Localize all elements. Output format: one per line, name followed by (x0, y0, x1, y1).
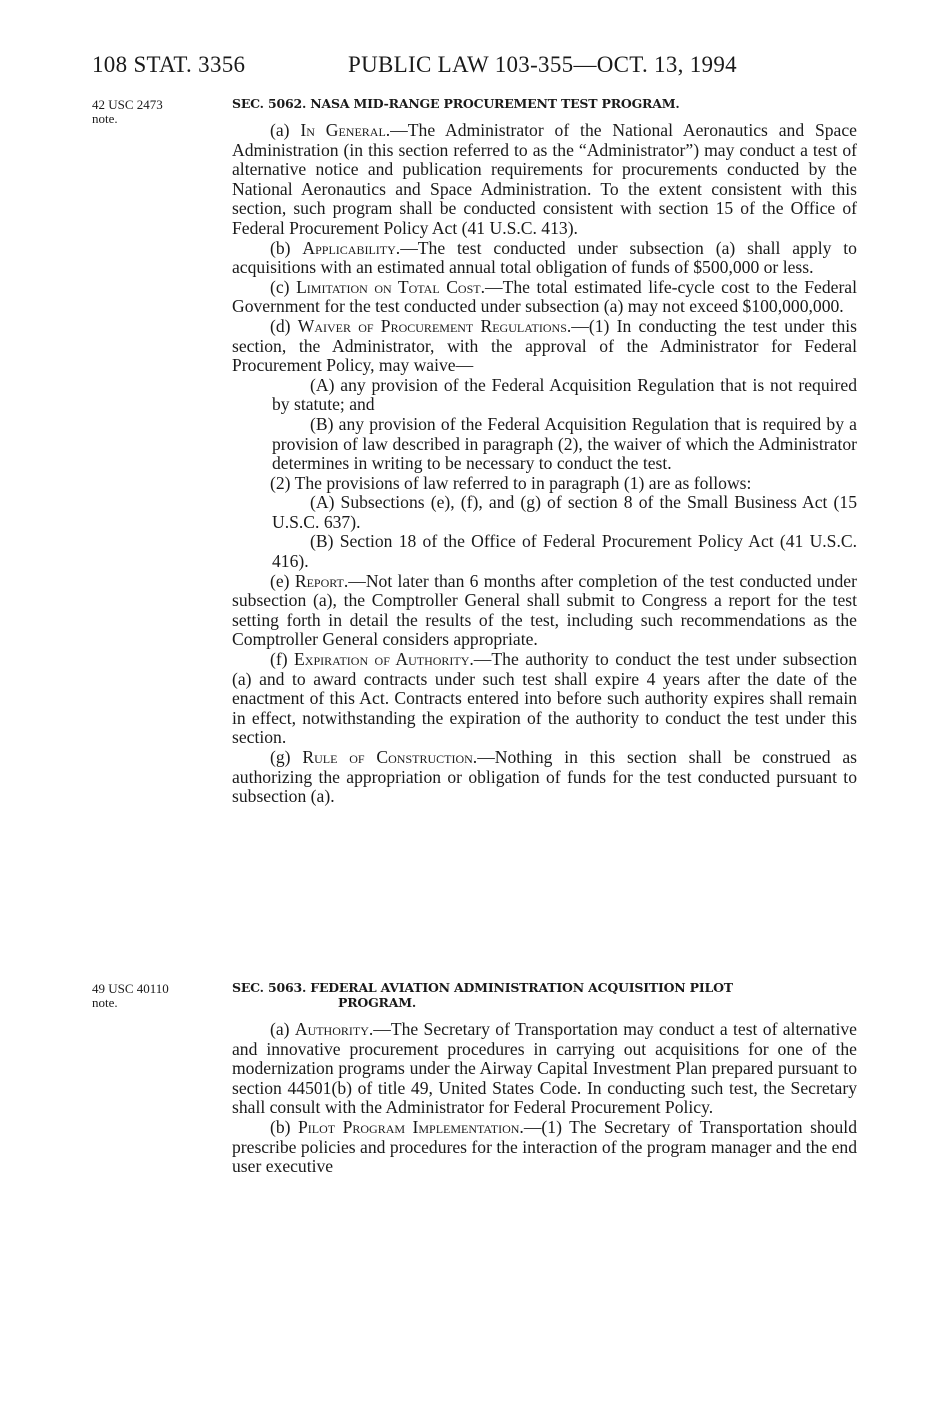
subsection-b (232, 1118, 857, 1177)
subsection-title: Report (294, 570, 344, 591)
subsection-text: .—(1) In conducting the test under this section, the Administrator, with the approval of the Administrator for Federal Procurement Policy, may waive— (232, 315, 857, 376)
subsection-label: (d) (270, 315, 298, 336)
margin-note-citation: 42 USC 2473 (92, 97, 163, 112)
subsection-title: Pilot Program Implementation (298, 1116, 520, 1137)
subsection-title: Applicability (302, 237, 396, 258)
subsection-label: (b) (270, 1116, 298, 1137)
margin-note-citation: 49 USC 40110 (92, 981, 169, 996)
subsection-label: (e) (270, 570, 295, 591)
subsection-text: .—(1) The Secretary of Transportation should prescribe policies and procedures for the interaction of the program manager and the end user executive (232, 1116, 857, 1177)
subsection-text: .—The test conducted under subsection (a) shall apply to acquisitions with an estimated annual total obligation of funds of $500,000 or less. (232, 237, 857, 278)
subsection-label: (f) (270, 649, 295, 670)
section-heading-line2: PROGRAM. (338, 995, 417, 1010)
subsection-text: .—The Administrator of the National Aeronautics and Space Administration (in this section referred to as the “Administrator”) may conduct a test of alternative notice and publication requirements for procurements conducted by the National Aeronautics and Space Administration. To the extent consistent with this section, such program shall be conducted consistent with section 15 of the Office of Federal Procurement Policy Act (41 U.S.C. 413). (232, 120, 857, 238)
margin-note-suffix: note. (92, 995, 118, 1010)
margin-note-sec5063 (92, 982, 222, 1010)
subsection-c (232, 278, 857, 317)
statute-page-ref: 108 STAT. 3356 (92, 52, 246, 77)
section-5062 (232, 96, 857, 807)
subsection-text: .—The Secretary of Transportation may conduct a test of alternative and innovative procurement procedures in carrying out acquisitions for one of the modernization programs under the Airway Capital Investment Plan prepared pursuant to section 44501(b) of title 49, United States Code. In conducting such test, the Secretary shall consult with the Administrator for Federal Procurement Policy. (232, 1019, 857, 1118)
subsection-title: Expiration of Authority (294, 649, 470, 670)
public-law-ref: PUBLIC LAW 103-355—OCT. 13, 1994 (348, 52, 737, 77)
subsection-title: In General (300, 120, 386, 140)
clause-d1b: (B) any provision of the Federal Acquisition Regulation that is required by a provision of law described in paragraph (2), the waiver of which the Administrator determines in writing to be necessary to conduct the test. (272, 413, 857, 474)
clause-d2a: (A) Subsections (e), (f), and (g) of section 8 of the Small Business Act (15 U.S.C. 637). (272, 492, 857, 532)
subsection-d (232, 317, 857, 376)
subsection-title: Waiver of Procurement Regulations (297, 315, 567, 336)
margin-note-suffix: note. (92, 111, 118, 126)
subsection-title: Rule of Construction (302, 747, 473, 767)
subsection-label: (b) (270, 237, 303, 258)
margin-note-sec5062 (92, 98, 222, 126)
subsection-title: Authority (294, 1019, 369, 1039)
page-header (92, 52, 852, 82)
subsection-label: (c) (270, 276, 297, 297)
subsection-text: .—The authority to conduct the test under subsection (a) and to award contracts under such test shall expire 4 years after the date of the enactment of this Act. Contracts entered into before such authority expires shall remain in effect, notwithstanding the expiration of the authority to conduct the test under this section. (232, 649, 858, 748)
section-5063 (232, 980, 857, 1177)
subsection-f (232, 650, 857, 748)
subsection-a (232, 121, 857, 239)
clause-d2b: (B) Section 18 of the Office of Federal Procurement Policy Act (41 U.S.C. 416). (272, 531, 857, 572)
section-heading (232, 980, 857, 1010)
subsection-g (232, 748, 857, 807)
subsection-a (232, 1020, 857, 1118)
clause-d1a: (A) any provision of the Federal Acquisition Regulation that is not required by statute; and (272, 374, 857, 415)
subsection-b (232, 239, 857, 278)
section-heading-line1: SEC. 5063. FEDERAL AVIATION ADMINISTRATION ACQUISITION PILOT (232, 980, 733, 995)
paragraph-d2: (2) The provisions of law referred to in paragraph (1) are as follows: (270, 472, 752, 493)
subsection-text: .—Nothing in this section shall be construed as authorizing the appropriation or obligation of funds for the test conducted pursuant to subsection (a). (232, 747, 858, 807)
subsection-label: (a) (270, 120, 301, 140)
subsection-text: .—Not later than 6 months after completion of the test conducted under subsection (a), the Comptroller General shall submit to Congress a report for the test setting forth in detail the results of the test, including such recommendations as the Comptroller General considers appropriate. (232, 570, 857, 650)
subsection-label: (g) (270, 747, 303, 767)
section-heading: SEC. 5062. NASA MID-RANGE PROCUREMENT TEST PROGRAM. (232, 96, 680, 111)
subsection-text: .—The total estimated life-cycle cost to the Federal Government for the test conducted under subsection (a) may not exceed $100,000,000. (232, 276, 857, 317)
subsection-title: Limitation on Total Cost (296, 276, 481, 297)
subsection-label: (a) (270, 1019, 295, 1039)
subsection-e (232, 572, 857, 650)
